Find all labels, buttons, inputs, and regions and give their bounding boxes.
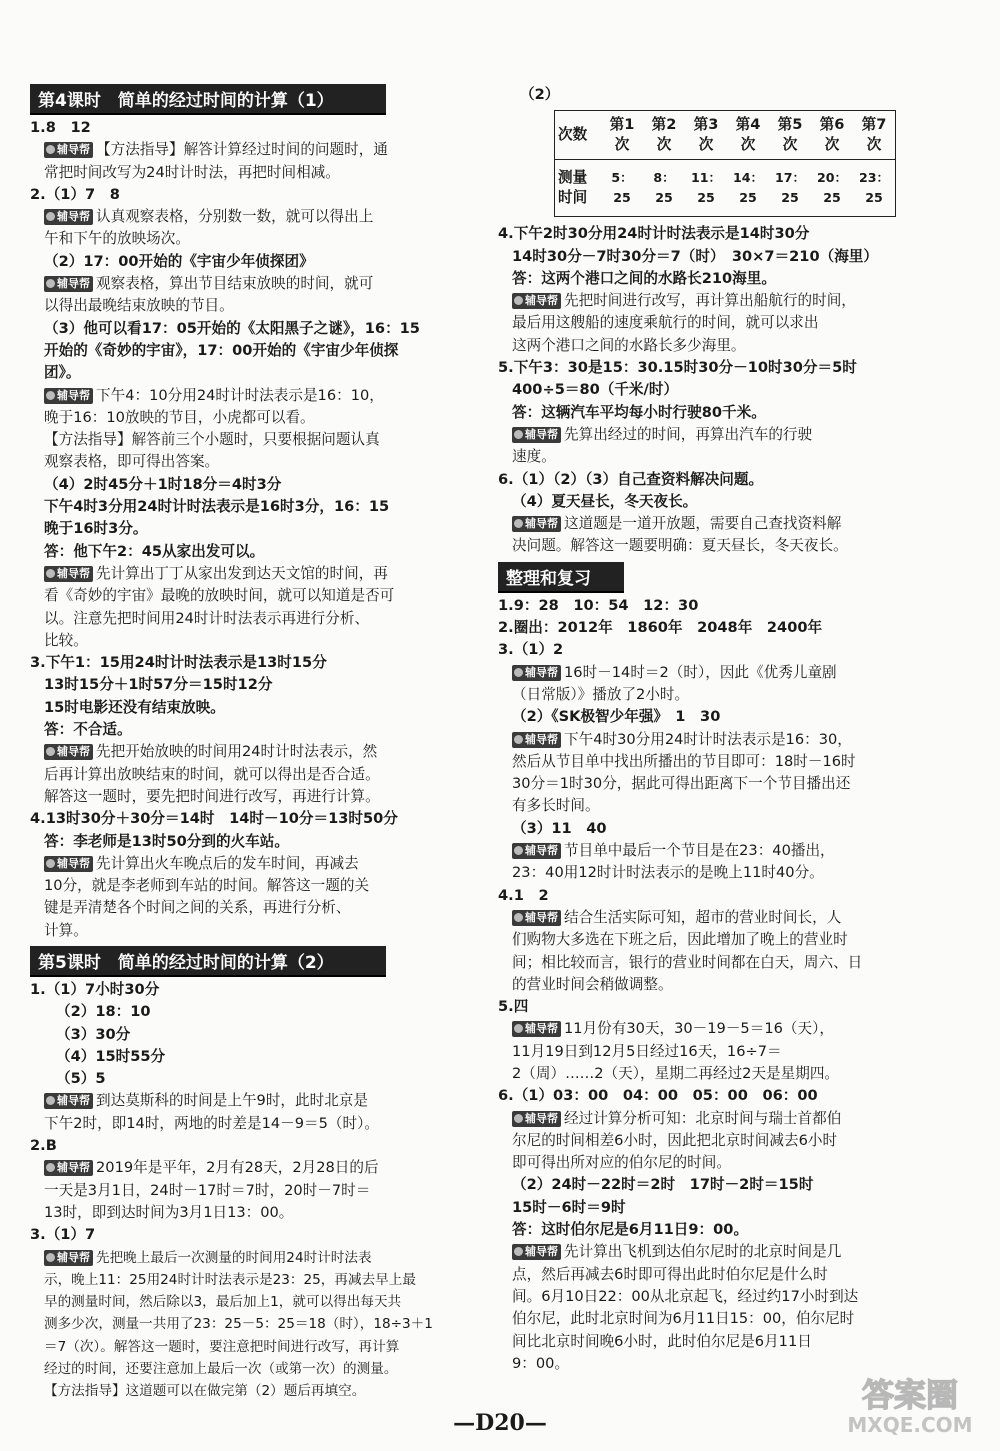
note-line: 决问题。解答这一题要明确：夏天昼长，冬天夜长。 <box>512 537 848 555</box>
note-line: 间；相比较而言，银行的营业时间都在白天，周六、日 <box>512 953 863 971</box>
note-line: 13时，即到达时间为3月1日13：00。 <box>44 1203 294 1221</box>
note-line: 然后从节目单中找出所播出的节目即可：18时－16时 <box>512 752 856 770</box>
right-column <box>498 84 943 1375</box>
note-line: 观察表格，即可得出答案。 <box>44 453 220 471</box>
note-line: 以。注意先把时间用24时计时法表示再进行分析、 <box>44 609 370 627</box>
table-header-cell: 第3次 <box>693 116 719 154</box>
note-line: ＝7（次）。解答这一题时，要注意把时间进行改写，再计算 <box>44 1338 400 1355</box>
answer-line: （2）24时－22时＝2时 17时－2时＝15时 <box>512 1176 814 1194</box>
note-line: 30分＝1时30分，据此可得出距离下一个节目播出还 <box>512 775 851 793</box>
helper-icon <box>514 1114 523 1123</box>
answer-line: 2.（1）7 8 <box>30 185 120 203</box>
answer-line: 1.9：28 10：54 12：30 <box>498 596 699 614</box>
helper-icon <box>46 1253 55 1262</box>
answer-line: 答：不合适。 <box>44 721 132 739</box>
table-header-cell: 第4次 <box>735 116 761 154</box>
table-cell: 20：25 <box>811 160 853 217</box>
note-line: 速度。 <box>512 448 556 466</box>
help-note: 辅导帮 16时－14时＝2（时），因此《优秀儿童剧 <box>498 662 943 684</box>
note-line: 间。6月10日22：00从北京起飞，经过约17小时到达 <box>512 1287 859 1305</box>
table-cell: 8：25 <box>643 160 685 217</box>
table-header-cell: 第7次 <box>861 116 887 154</box>
table-header-cell: 第6次 <box>819 116 845 154</box>
helper-icon <box>46 747 55 756</box>
note-line: 尔尼的时间相差6小时，因此把北京时间减去6小时 <box>512 1131 838 1149</box>
answer-line: （3）11 40 <box>512 819 607 837</box>
page-number: —D20— <box>453 1410 547 1436</box>
helper-icon <box>514 735 523 744</box>
note-line: 点，然后再减去6时即可得出此时伯尔尼是什么时 <box>512 1265 828 1283</box>
answer-line: 答：这两个港口之间的水路长210海里。 <box>512 269 776 287</box>
note-line: 经过的时间，还要注意加上最后一次（或第一次）的测量。 <box>44 1361 398 1378</box>
answer-line: 2.圈出：2012年 1860年 2048年 2400年 <box>498 619 823 637</box>
help-note: 辅导帮 到达莫斯科的时间是上午9时，此时北京是 <box>30 1090 470 1112</box>
answer-line: 3.（1）7 <box>30 1226 96 1244</box>
note-line: 晚于16：10放映的节目，小虎都可以看。 <box>44 408 315 426</box>
helper-icon <box>514 913 523 922</box>
answer-line: （2）《SK极智少年强》 1 30 <box>512 708 721 726</box>
section-header-lesson-5: 第5课时 简单的经过时间的计算（2） <box>30 946 386 977</box>
table-header-cell: 第1次 <box>609 116 635 154</box>
answer-line: 答：他下午2：45从家出发可以。 <box>44 542 265 560</box>
note-line: 测多少次，测量一共用了23：25－5：25＝18（时），18÷3＋1 <box>44 1316 433 1333</box>
answer-line: 6.（1）（2）（3）自己查资料解决问题。 <box>498 470 764 488</box>
note-line: 【方法指导】解答前三个小题时，只要根据问题认真 <box>44 431 380 449</box>
help-note: 辅导帮 先算出经过的时间，再算出汽车的行驶 <box>498 424 943 446</box>
answer-line: （4）15时55分 <box>56 1047 166 1065</box>
answer-line: 答：这辆汽车平均每小时行驶80千米。 <box>512 403 766 421</box>
help-badge: 辅导帮 <box>512 843 561 859</box>
help-note: 辅导帮 先把开始放映的时间用24时计时法表示，然 <box>30 741 470 763</box>
helper-icon <box>46 279 55 288</box>
answer-line: 4.13时30分＋30分＝14时 14时－10分＝13时50分 <box>30 810 398 828</box>
table-row-label: 测量时间 <box>555 160 602 217</box>
note-line: 10分，就是李老师到车站的时间。解答这一题的关 <box>44 877 370 895</box>
help-badge: 辅导帮 <box>512 665 561 681</box>
note-line: 间比北京时间晚6小时，此时伯尔尼是6月11日 <box>512 1332 812 1350</box>
note-line: 2（周）……2（天），星期二再经过2天是星期四。 <box>512 1064 840 1082</box>
helper-icon <box>514 519 523 528</box>
help-note: 辅导帮 11月份有30天，30－19－5＝16（天）， <box>498 1018 943 1040</box>
note-line: 早的测量时间，然后除以3，最后加上1，就可以得出每天共 <box>44 1294 402 1311</box>
answer-line: 答：李老师是13时50分到的火车站。 <box>44 832 289 850</box>
table-row <box>555 111 896 160</box>
help-badge: 辅导帮 <box>512 1244 561 1260</box>
section-header-lesson-4: 第4课时 简单的经过时间的计算（1） <box>30 84 386 115</box>
answer-line: 晚于16时3分。 <box>44 520 148 538</box>
answer-line: 400÷5＝80（千米/时） <box>512 381 679 399</box>
answer-line: 下午4时3分用24时计时法表示是16时3分，16：15 <box>44 498 390 516</box>
help-note: 辅导帮 认真观察表格，分别数一数，就可以得出上 <box>30 206 470 228</box>
note-line: 9：00。 <box>512 1354 570 1372</box>
help-badge: 辅导帮 <box>44 1093 93 1109</box>
note-line: 23：40用12时计时法表示的是晚上11时40分。 <box>512 864 824 882</box>
note-line: 这两个港口之间的水路长多少海里。 <box>512 336 746 354</box>
table-cell: 11：25 <box>685 160 727 217</box>
section-header-review: 整理和复习 <box>498 562 624 593</box>
help-badge: 辅导帮 <box>44 1160 93 1176</box>
table-cell: 23：25 <box>853 160 896 217</box>
helper-icon <box>46 569 55 578</box>
help-badge: 辅导帮 <box>44 388 93 404</box>
help-badge: 辅导帮 <box>512 293 561 309</box>
answer-line: 14时30分－7时30分＝7（时） 30×7＝210（海里） <box>512 247 878 265</box>
answer-line: 3.下午1：15用24时计时法表示是13时15分 <box>30 654 327 672</box>
note-line: 的营业时间会稍做调整。 <box>512 975 673 993</box>
answer-line: 3.（1）2 <box>498 641 564 659</box>
help-note: 辅导帮 经过计算分析可知：北京时间与瑞士首都伯 <box>498 1108 943 1130</box>
helper-icon <box>46 859 55 868</box>
watermark-url: MXQE.COM <box>847 1413 973 1437</box>
note-line: 以得出最晚结束放映的节目。 <box>44 297 234 315</box>
watermark-logo <box>840 1368 980 1438</box>
helper-icon <box>514 1024 523 1033</box>
help-badge: 辅导帮 <box>44 276 93 292</box>
answer-line: 1.（1）7小时30分 <box>30 980 160 998</box>
help-badge: 辅导帮 <box>512 1021 561 1037</box>
help-badge: 辅导帮 <box>512 516 561 532</box>
answer-line: 5.四 <box>498 998 529 1016</box>
watermark-logo-text: 答案圈 <box>861 1376 959 1414</box>
help-note: 辅导帮 【方法指导】解答计算经过时间的问题时，通 <box>30 139 470 161</box>
helper-icon <box>46 145 55 154</box>
help-badge: 辅导帮 <box>44 566 93 582</box>
help-badge: 辅导帮 <box>512 910 561 926</box>
answer-line: 4.下午2时30分用24时计时法表示是14时30分 <box>498 225 810 243</box>
answer-line: 团》。 <box>44 364 81 382</box>
help-note: 辅导帮 下午4时30分用24时计时法表示是16：30， <box>498 729 943 751</box>
answer-line: （5）5 <box>56 1070 106 1088</box>
help-note: 辅导帮 先计算出火车晚点后的发车时间，再减去 <box>30 853 470 875</box>
helper-icon <box>46 391 55 400</box>
answer-line: 答：这时伯尔尼是6月11日9：00。 <box>512 1221 749 1239</box>
answer-line: 开始的《奇妙的宇宙》，17：00开始的《宇宙少年侦探 <box>44 341 399 359</box>
helper-icon <box>514 296 523 305</box>
answer-line: 5.下午3：30是15：30.15时30分－10时30分＝5时 <box>498 359 857 377</box>
help-note: 辅导帮 先把时间进行改写，再计算出船航行的时间， <box>498 290 943 312</box>
helper-icon <box>514 1247 523 1256</box>
help-badge: 辅导帮 <box>44 744 93 760</box>
answer-line: （3）30分 <box>56 1025 131 1043</box>
help-note: 辅导帮 2019年是平年，2月有28天，2月28日的后 <box>30 1157 470 1179</box>
answer-line: （2）18：10 <box>56 1003 151 1021</box>
table-header-cell: 第5次 <box>777 116 803 154</box>
note-line: 11月19日到12月5日经过16天，16÷7＝ <box>512 1042 782 1060</box>
note-line: 一天是3月1日，24时－17时＝7时，20时－7时＝ <box>44 1181 371 1199</box>
answer-line: 4.1 2 <box>498 886 549 904</box>
table-header-cell: 次数 <box>558 126 588 144</box>
note-line: 看《奇妙的宇宙》最晚的放映时间，就可以知道是否可 <box>44 587 395 605</box>
answer-line: （4）夏天昼长，冬天夜长。 <box>512 492 698 510</box>
helper-icon <box>46 1096 55 1105</box>
help-note: 辅导帮 先把晚上最后一次测量的时间用24时计时法表 <box>30 1247 470 1269</box>
answer-line: 2.B <box>30 1137 57 1155</box>
help-note: 辅导帮 这道题是一道开放题，需要自己查找资料解 <box>498 513 943 535</box>
note-line: 【方法指导】这道题可以在做完第（2）题后再填空。 <box>44 1383 366 1400</box>
answer-line: 6.（1）03：00 04：00 05：00 06：00 <box>498 1087 818 1105</box>
help-note: 辅导帮 节目单中最后一个节目是在23：40播出， <box>498 840 943 862</box>
note-line: 即可得出所对应的伯尔尼的时间。 <box>512 1154 731 1172</box>
measurement-table <box>554 110 896 217</box>
help-badge: 辅导帮 <box>512 732 561 748</box>
table-cell: 17：25 <box>769 160 811 217</box>
answer-line: （3）他可以看17：05开始的《太阳黑子之谜》，16：15 <box>44 319 420 337</box>
note-line: 伯尔尼，此时北京时间为6月11日15：00，伯尔尼时 <box>512 1310 855 1328</box>
table-cell: 14：25 <box>727 160 769 217</box>
answer-line: 15时－6时＝9时 <box>512 1198 626 1216</box>
answer-line: （2）17：00开始的《宇宙少年侦探团》 <box>44 252 314 270</box>
help-badge: 辅导帮 <box>44 1250 93 1266</box>
help-badge: 辅导帮 <box>44 209 93 225</box>
note-line: 们购物大多选在下班之后，因此增加了晚上的营业时 <box>512 931 848 949</box>
help-note: 辅导帮 先计算出丁丁从家出发到达天文馆的时间，再 <box>30 563 470 585</box>
left-column <box>30 84 470 1403</box>
answer-line: 1.8 12 <box>30 119 91 136</box>
help-note: 辅导帮 下午4：10分用24时计时法表示是16：10， <box>30 385 470 407</box>
note-line: 最后用这艘船的速度乘航行的时间，就可以求出 <box>512 314 819 332</box>
help-badge: 辅导帮 <box>512 1111 561 1127</box>
note-line: 有多长时间。 <box>512 797 600 815</box>
note-line: 键是弄清楚各个时间之间的关系，再进行分析、 <box>44 899 351 917</box>
sub-question-label: （2） <box>520 86 560 103</box>
help-badge: 辅导帮 <box>44 856 93 872</box>
help-note: 辅导帮 先计算出飞机到达伯尔尼时的北京时间是几 <box>498 1241 943 1263</box>
help-badge: 辅导帮 <box>512 427 561 443</box>
helper-icon <box>46 212 55 221</box>
answer-line: 13时15分＋1时57分＝15时12分 <box>44 676 273 694</box>
help-note: 辅导帮 观察表格，算出节目结束放映的时间，就可 <box>30 273 470 295</box>
table-header-cell: 第2次 <box>651 116 677 154</box>
note-line: 下午2时，即14时，两地的时差是14－9＝5（时）。 <box>44 1114 379 1132</box>
helper-icon <box>46 1163 55 1172</box>
table-row <box>555 160 896 217</box>
answer-line: 15时电影还没有结束放映。 <box>44 698 225 716</box>
answer-line: （4）2时45分＋1时18分＝4时3分 <box>44 475 282 493</box>
note-line: 示，晚上11：25用24时计时法表示是23：25，再减去早上最 <box>44 1271 416 1288</box>
note-line: 计算。 <box>44 921 88 939</box>
note-line: 后再计算出放映结束的时间，就可以得出是否合适。 <box>44 765 380 783</box>
note-line: （日常版）》播放了2小时。 <box>512 685 690 703</box>
help-note: 辅导帮 结合生活实际可知，超市的营业时间长，人 <box>498 907 943 929</box>
helper-icon <box>514 430 523 439</box>
table-cell: 5：25 <box>601 160 643 217</box>
note-line: 常把时间改写为24时计时法，再把时间相减。 <box>44 163 340 181</box>
help-badge: 辅导帮 <box>44 142 93 158</box>
helper-icon <box>514 668 523 677</box>
helper-icon <box>514 846 523 855</box>
note-line: 比较。 <box>44 631 88 649</box>
note-line: 午和下午的放映场次。 <box>44 230 190 248</box>
note-line: 解答这一题时，要先把时间进行改写，再进行计算。 <box>44 787 380 805</box>
